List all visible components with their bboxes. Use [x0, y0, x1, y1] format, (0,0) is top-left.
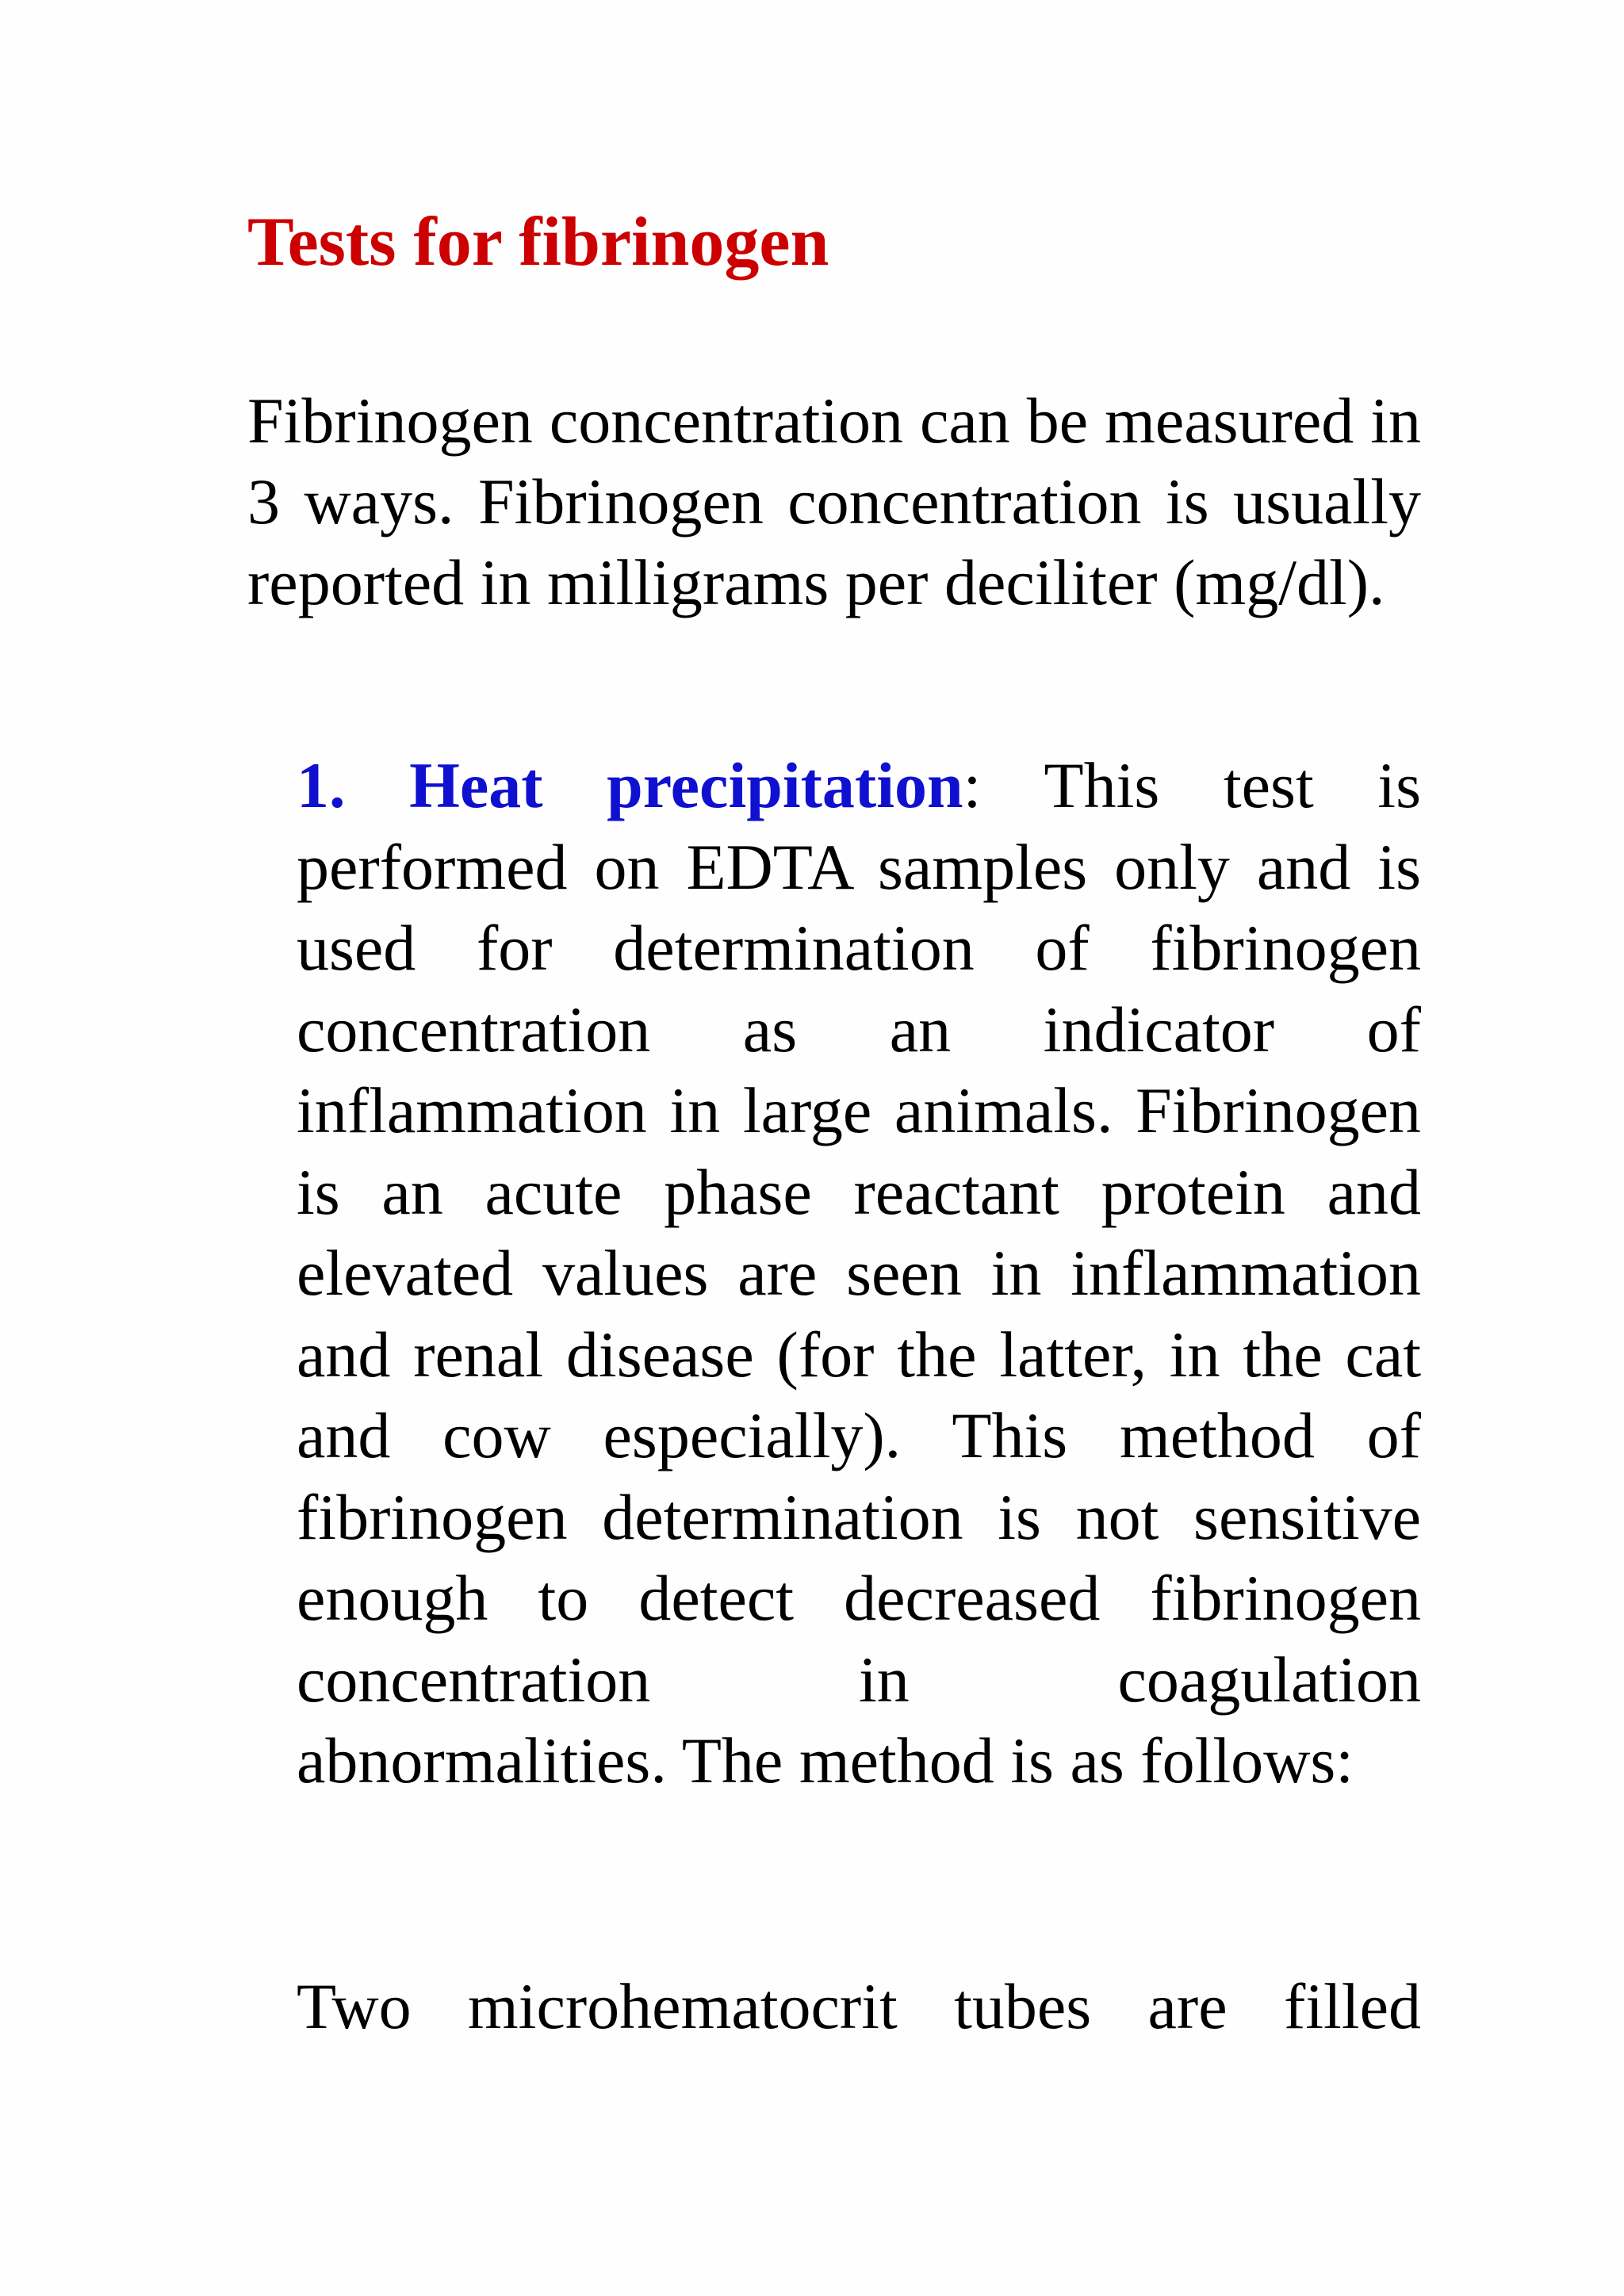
- list-item-term: Heat precipitation: [409, 749, 963, 821]
- list-item-number: 1.: [297, 749, 346, 821]
- list-item-separator: :: [963, 749, 982, 821]
- page-title: Tests for fibrinogen: [247, 204, 829, 281]
- list-item-text: This test is performed on EDTA samples only and is used for determination of fibrinogen concentration as an indicator of inflammation in large animals. Fibrinogen is an acute phase reactant protein and elevated values are seen in inflammation and renal disease (for the latter, in the cat and cow especially). This method of fibrinogen determination is not sensitive enough to detect decreased fibrinogen concentration in coagulation abnormalities. The method is as follows:: [297, 749, 1422, 1797]
- list-item-heat-precipitation: [297, 745, 1421, 1802]
- continuation-paragraph: Two microhematocrit tubes are filled: [297, 1970, 1421, 2042]
- intro-paragraph: Fibrinogen concentration can be measured in 3 ways. Fibrinogen concentration is usually reported in milligrams per deciliter (mg/dl).: [247, 385, 1421, 618]
